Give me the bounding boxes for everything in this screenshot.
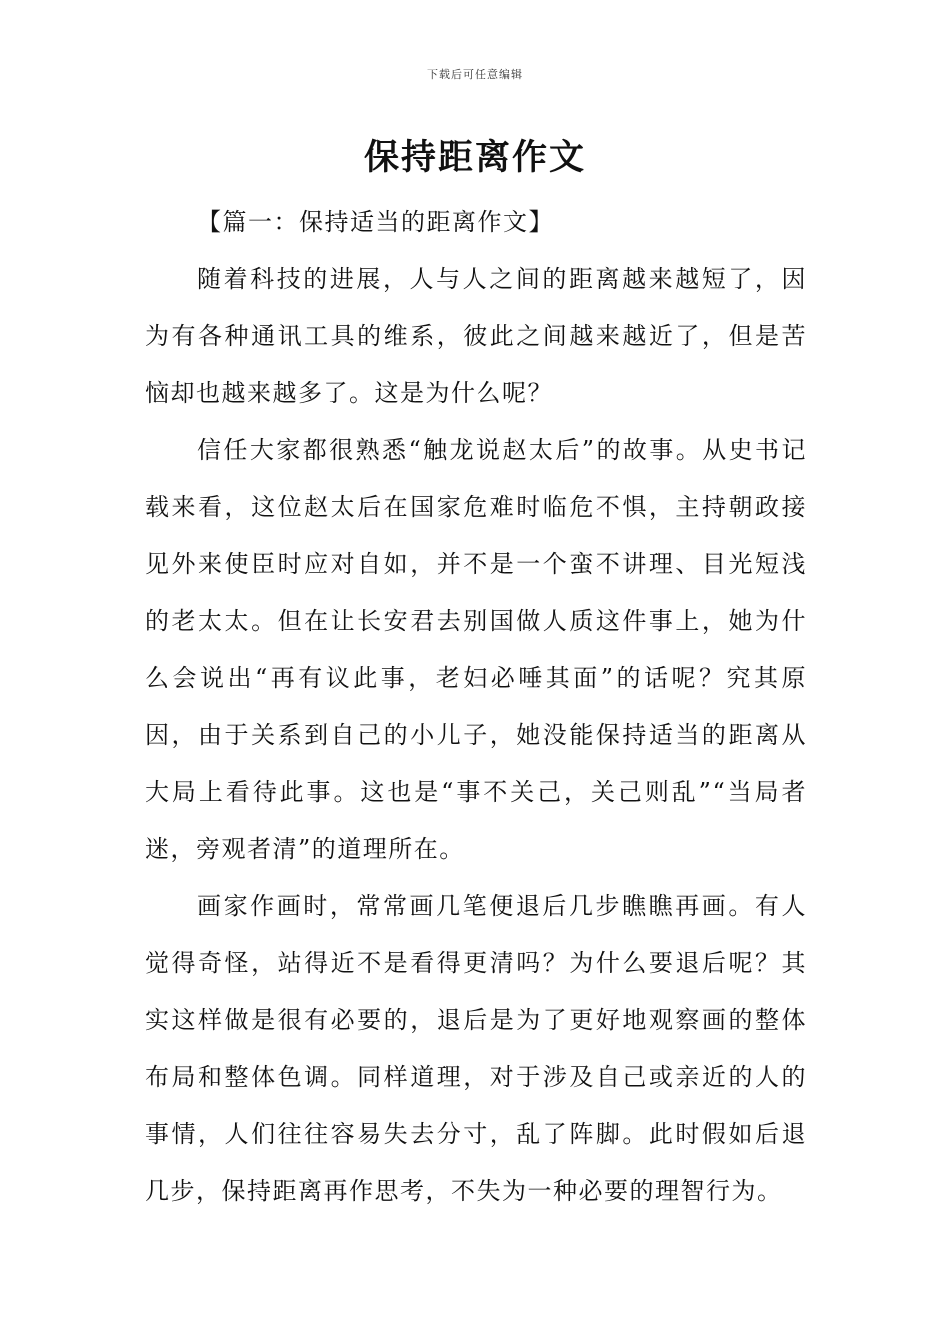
document-body xyxy=(145,194,807,1220)
header-note: 下载后可任意编辑 xyxy=(427,68,523,81)
paragraph-1: 随着科技的进展，人与人之间的距离越来越短了，因为有各种通讯工具的维系，彼此之间越来越近了，但是苦恼却也越来越多了。这是为什么呢？ xyxy=(145,265,807,407)
section-heading: 【篇一：保持适当的距离作文】 xyxy=(197,208,554,236)
paragraph-3: 画家作画时，常常画几笔便退后几步瞧瞧再画。有人觉得奇怪，站得近不是看得更清吗？为什么要退后呢？其实这样做是很有必要的，退后是为了更好地观察画的整体布局和整体色调。同样道理，对于涉及自己或亲近的人的事情，人们往往容易失去分寸，乱了阵脚。此时假如后退几步，保持距离再作思考，不失为一种必要的理智行为。 xyxy=(145,892,807,1205)
document-title: 保持距离作文 xyxy=(363,138,586,178)
paragraph-2: 信任大家都很熟悉“触龙说赵太后”的故事。从史书记载来看，这位赵太后在国家危难时临危不惧，主持朝政接见外来使臣时应对自如，并不是一个蛮不讲理、目光短浅的老太太。但在让长安君去别国做人质这件事上，她为什么会说出“再有议此事，老妇必唾其面”的话呢？究其原因，由于关系到自己的小儿子，她没能保持适当的距离从大局上看待此事。这也是“事不关己，关己则乱”“当局者迷，旁观者清”的道理所在。 xyxy=(145,436,807,863)
